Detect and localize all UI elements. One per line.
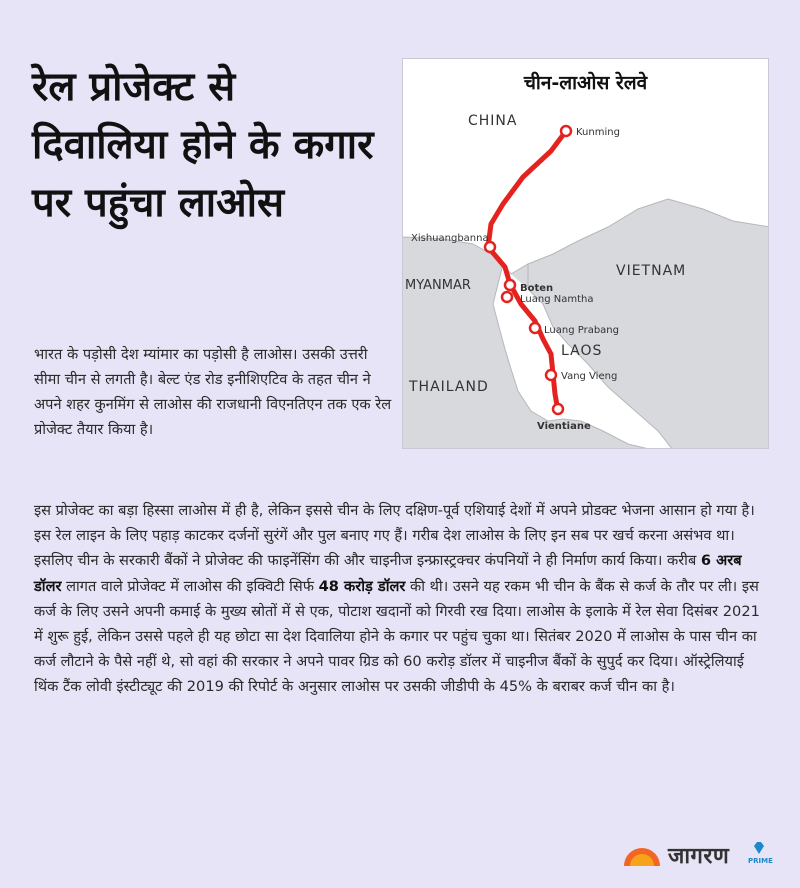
map-figure (402, 58, 769, 449)
prime-badge (748, 840, 773, 865)
boten-marker (505, 280, 515, 290)
kunming-label: Kunming (576, 127, 620, 138)
vang-vieng-marker (546, 370, 556, 380)
laos-label: LAOS (561, 343, 603, 359)
xishuangbanna-label: Xishuangbanna (411, 233, 489, 244)
vang-vieng-label: Vang Vieng (561, 371, 618, 382)
luang-prabang-label: Luang Prabang (544, 325, 619, 336)
boten-label: Boten (520, 283, 554, 294)
bold-amount-2: 48 करोड़ डॉलर (318, 577, 406, 595)
body-text-part-2: लागत वाले प्रोजेक्ट में लाओस की इक्विटी सिर्फ (61, 577, 319, 595)
body-text-part-3: की थी। उसने यह रकम भी चीन के बैंक से कर्ज के तौर पर ली। इस कर्ज के लिए उसने अपनी कमाई के मुख्य स्रोतों में से एक, पोटाश खदानों को गिरवी रख दिया। लाओस के इलाके में रेल सेवा दिसंबर 2021 में शुरू हुई, लेकिन उससे पहले ही यह छोटा सा देश दिवालिया होने के कगार पर पहुंच चुका था। सितंबर 2020 में लाओस के पास चीन का कर्ज लौटाने के पैसे नहीं थे, सो वहां की सरकार ने अपने पावर ग्रिड को 60 करोड़ डॉलर में चाइनीज बैंकों के सुपुर्द कर दिया। ऑस्ट्रेलियाई थिंक टैंक लोवी इंस्टीट्यूट की 2019 की रिपोर्ट के अनुसार लाओस पर उसकी जीडीपी के 45% के बराबर कर्ज चीन का है। (34, 577, 760, 696)
map-svg (403, 59, 769, 449)
body-paragraph (34, 498, 766, 700)
sun-logo-icon (620, 844, 664, 866)
myanmar-label: MYANMAR (405, 278, 471, 293)
intro-paragraph: भारत के पड़ोसी देश म्यांमार का पड़ोसी है लाओस। उसकी उत्तरी सीमा चीन से लगती है। बेल्ट एंड रोड इनीशिएटिव के तहत चीन ने अपने शहर कुनमिंग से लाओस की राजधानी विएनतिएन तक एक रेल प्रोजेक्ट तैयार किया है। (34, 346, 392, 438)
china-label: CHINA (468, 113, 518, 129)
map-title: चीन-लाओस रेलवे (523, 72, 648, 94)
headline: रेल प्रोजेक्ट से दिवालिया होने के कगार पर पहुंचा लाओस (32, 64, 374, 226)
body-text-part-1: इस प्रोजेक्ट का बड़ा हिस्सा लाओस में ही है, लेकिन इससे चीन के लिए दक्षिण-पूर्व एशियाई देशों में अपने प्रोडक्ट भेजना आसान हो गया है। इस रेल लाइन के लिए पहाड़ काटकर दर्जनों सुरंगें और पुल बनाए गए हैं। गरीब देश लाओस के लिए इन सब पर खर्च करना असंभव था। इसलिए चीन के सरकारी बैंकों ने प्रोजेक्ट की फाइनेंसिंग की और चाइनीज इन्फ्रास्ट्रक्चर कंपनियों ने ही निर्माण कार्य किया। करीब (34, 502, 755, 570)
prime-label: PRIME (748, 857, 773, 865)
bold-amount-1: 6 अरब डॉलर (34, 552, 742, 595)
kunming-marker (561, 126, 571, 136)
thailand-label: THAILAND (409, 379, 489, 395)
vientiane-label: Vientiane (537, 421, 591, 432)
luang-namtha-label: Luang Namtha (520, 294, 594, 305)
logo-text: जागरण (668, 844, 730, 869)
vietnam-label: VIETNAM (616, 263, 687, 279)
luang-namtha-marker (502, 292, 512, 302)
diamond-icon (752, 841, 766, 855)
luang-prabang-marker (530, 323, 540, 333)
jagran-logo (620, 840, 773, 870)
vientiane-marker (553, 404, 563, 414)
